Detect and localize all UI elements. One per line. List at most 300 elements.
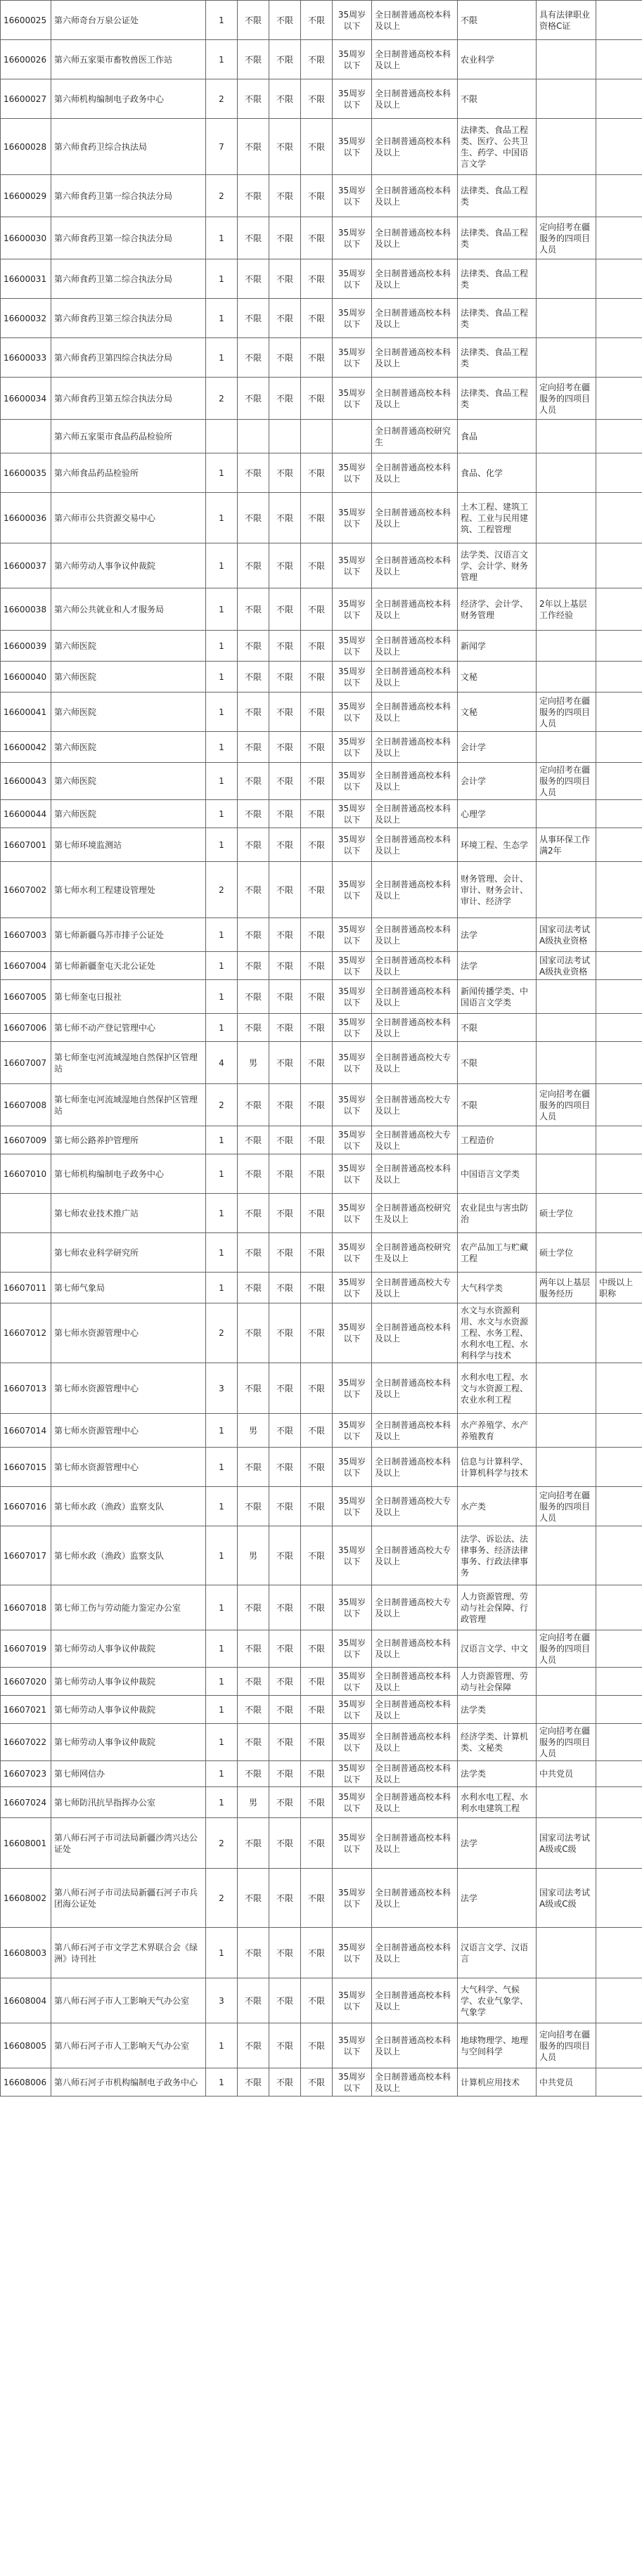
cell-gender [238, 420, 269, 453]
cell-ethnicity: 不限 [269, 453, 301, 493]
cell-position-code: 16600041 [1, 693, 51, 732]
cell-gender: 不限 [238, 662, 269, 693]
cell-gender: 男 [238, 1042, 269, 1084]
cell-remark [596, 2068, 642, 2097]
cell-gender: 男 [238, 1526, 269, 1585]
cell-major: 农业科学 [458, 40, 537, 79]
cell-politics: 不限 [301, 1042, 333, 1084]
cell-headcount: 7 [206, 119, 238, 175]
cell-employer: 第六师食品药品检验所 [51, 453, 206, 493]
cell-position-code: 16600030 [1, 217, 51, 259]
cell-employer: 第六师医院 [51, 800, 206, 828]
cell-education: 全日制普通高校本科及以上 [372, 40, 458, 79]
cell-major: 水利水电工程、水文与水资源工程、农业水利工程 [458, 1363, 537, 1414]
table-body [1, 1, 642, 2097]
cell-employer: 第六师医院 [51, 693, 206, 732]
cell-position-code: 16607005 [1, 980, 51, 1014]
cell-position-code: 16608002 [1, 1869, 51, 1928]
cell-employer: 第七师环境监测站 [51, 828, 206, 862]
cell-employer: 第八师石河子市人工影响天气办公室 [51, 1978, 206, 2023]
cell-age: 35周岁以下 [333, 800, 372, 828]
cell-major: 法学、诉讼法、法律事务、经济法律事务、行政法律事务 [458, 1526, 537, 1585]
cell-other-requirement [537, 1787, 596, 1818]
cell-headcount: 3 [206, 1363, 238, 1414]
cell-remark [596, 259, 642, 299]
cell-other-requirement [537, 40, 596, 79]
cell-employer: 第六师食药卫第五综合执法分局 [51, 378, 206, 420]
cell-ethnicity: 不限 [269, 119, 301, 175]
table-row [1, 79, 642, 119]
cell-position-code: 16607014 [1, 1414, 51, 1448]
cell-education: 全日制普通高校研究生及以上 [372, 1194, 458, 1233]
cell-position-code: 16600035 [1, 453, 51, 493]
cell-remark [596, 1928, 642, 1978]
cell-position-code: 16600038 [1, 588, 51, 631]
cell-ethnicity: 不限 [269, 1668, 301, 1696]
cell-education: 全日制普通高校本科及以上 [372, 259, 458, 299]
cell-gender: 不限 [238, 828, 269, 862]
cell-other-requirement: 定向招考在疆服务的四项目人员 [537, 1487, 596, 1526]
cell-age: 35周岁以下 [333, 1668, 372, 1696]
cell-employer: 第六师食药卫第一综合执法分局 [51, 175, 206, 217]
cell-position-code [1, 1233, 51, 1273]
cell-education: 全日制普通高校大专及以上 [372, 1487, 458, 1526]
cell-employer: 第七师奎屯日报社 [51, 980, 206, 1014]
cell-gender: 不限 [238, 259, 269, 299]
cell-position-code: 16600031 [1, 259, 51, 299]
cell-headcount: 1 [206, 543, 238, 588]
cell-politics: 不限 [301, 1233, 333, 1273]
cell-remark [596, 1978, 642, 2023]
table-row [1, 338, 642, 378]
cell-gender: 不限 [238, 1273, 269, 1303]
cell-headcount: 1 [206, 259, 238, 299]
cell-ethnicity: 不限 [269, 1585, 301, 1630]
cell-age: 35周岁以下 [333, 217, 372, 259]
cell-major: 文秘 [458, 693, 537, 732]
cell-employer: 第七师水政（渔政）监察支队 [51, 1487, 206, 1526]
cell-major: 不限 [458, 79, 537, 119]
table-row [1, 1696, 642, 1724]
cell-headcount: 2 [206, 1303, 238, 1363]
cell-other-requirement [537, 732, 596, 763]
cell-other-requirement: 国家司法考试A级或C级 [537, 1818, 596, 1869]
cell-remark [596, 1526, 642, 1585]
cell-major: 心理学 [458, 800, 537, 828]
cell-employer: 第七师农业科学研究所 [51, 1233, 206, 1273]
table-row [1, 1273, 642, 1303]
cell-headcount: 1 [206, 1233, 238, 1273]
cell-employer: 第七师奎屯河流域湿地自然保护区管理站 [51, 1042, 206, 1084]
cell-other-requirement: 定向招考在疆服务的四项目人员 [537, 1084, 596, 1126]
cell-ethnicity: 不限 [269, 662, 301, 693]
cell-employer: 第七师农业技术推广站 [51, 1194, 206, 1233]
cell-education: 全日制普通高校本科及以上 [372, 1414, 458, 1448]
cell-politics: 不限 [301, 175, 333, 217]
cell-politics: 不限 [301, 1668, 333, 1696]
cell-education: 全日制普通高校大专及以上 [372, 1273, 458, 1303]
cell-ethnicity: 不限 [269, 952, 301, 980]
cell-major: 法学 [458, 1818, 537, 1869]
table-row [1, 1303, 642, 1363]
cell-major: 会计学 [458, 763, 537, 800]
cell-major: 地球物理学、地理与空间科学 [458, 2023, 537, 2068]
cell-education: 全日制普通高校本科及以上 [372, 453, 458, 493]
cell-headcount: 1 [206, 1668, 238, 1696]
cell-politics: 不限 [301, 1, 333, 40]
table-row [1, 800, 642, 828]
cell-age: 35周岁以下 [333, 1126, 372, 1154]
table-row [1, 1363, 642, 1414]
cell-headcount: 1 [206, 763, 238, 800]
cell-major: 水产类 [458, 1487, 537, 1526]
cell-ethnicity: 不限 [269, 1273, 301, 1303]
cell-employer: 第六师机构编制电子政务中心 [51, 79, 206, 119]
cell-politics: 不限 [301, 1978, 333, 2023]
cell-headcount: 1 [206, 800, 238, 828]
cell-politics: 不限 [301, 2068, 333, 2097]
table-row [1, 631, 642, 662]
cell-employer: 第八师石河子市文学艺术界联合会《绿洲》诗刊社 [51, 1928, 206, 1978]
cell-age: 35周岁以下 [333, 862, 372, 918]
cell-employer: 第七师奎屯河流域湿地自然保护区管理站 [51, 1084, 206, 1126]
cell-remark [596, 543, 642, 588]
cell-headcount: 1 [206, 1761, 238, 1787]
cell-gender: 不限 [238, 1978, 269, 2023]
cell-other-requirement [537, 119, 596, 175]
cell-age: 35周岁以下 [333, 1585, 372, 1630]
cell-headcount: 1 [206, 1154, 238, 1194]
cell-age: 35周岁以下 [333, 980, 372, 1014]
table-row [1, 763, 642, 800]
cell-ethnicity: 不限 [269, 543, 301, 588]
cell-other-requirement: 中共党员 [537, 2068, 596, 2097]
cell-remark [596, 40, 642, 79]
cell-remark [596, 1154, 642, 1194]
cell-position-code: 16608001 [1, 1818, 51, 1869]
cell-politics: 不限 [301, 217, 333, 259]
cell-gender: 不限 [238, 175, 269, 217]
cell-gender: 不限 [238, 119, 269, 175]
cell-remark [596, 1869, 642, 1928]
cell-position-code: 16607020 [1, 1668, 51, 1696]
cell-employer: 第六师食药卫第二综合执法分局 [51, 259, 206, 299]
cell-position-code: 16600033 [1, 338, 51, 378]
cell-other-requirement [537, 1042, 596, 1084]
cell-position-code: 16608004 [1, 1978, 51, 2023]
cell-major: 文秘 [458, 662, 537, 693]
cell-education: 全日制普通高校本科及以上 [372, 175, 458, 217]
cell-major: 水产养殖学、水产养殖教育 [458, 1414, 537, 1448]
cell-other-requirement: 定向招考在疆服务的四项目人员 [537, 2023, 596, 2068]
cell-gender: 不限 [238, 1, 269, 40]
cell-employer: 第七师水资源管理中心 [51, 1414, 206, 1448]
cell-remark [596, 1303, 642, 1363]
cell-position-code: 16607013 [1, 1363, 51, 1414]
cell-education: 全日制普通高校本科及以上 [372, 1303, 458, 1363]
cell-position-code: 16607007 [1, 1042, 51, 1084]
cell-politics: 不限 [301, 1761, 333, 1787]
cell-employer: 第六师医院 [51, 631, 206, 662]
cell-employer: 第六师食药卫第一综合执法分局 [51, 217, 206, 259]
cell-remark [596, 828, 642, 862]
cell-position-code: 16607016 [1, 1487, 51, 1526]
table-row [1, 2023, 642, 2068]
cell-other-requirement [537, 1696, 596, 1724]
cell-age: 35周岁以下 [333, 828, 372, 862]
table-row [1, 1978, 642, 2023]
cell-position-code [1, 420, 51, 453]
cell-age: 35周岁以下 [333, 1869, 372, 1928]
cell-other-requirement [537, 1154, 596, 1194]
cell-gender: 不限 [238, 732, 269, 763]
cell-headcount: 1 [206, 1448, 238, 1487]
cell-headcount: 3 [206, 1978, 238, 2023]
cell-remark [596, 662, 642, 693]
cell-education: 全日制普通高校本科及以上 [372, 493, 458, 543]
cell-employer: 第六师五家渠市食品药品检验所 [51, 420, 206, 453]
cell-headcount: 1 [206, 2068, 238, 2097]
cell-other-requirement: 定向招考在疆服务的四项目人员 [537, 378, 596, 420]
cell-remark [596, 1194, 642, 1233]
cell-education: 全日制普通高校本科及以上 [372, 119, 458, 175]
cell-other-requirement [537, 980, 596, 1014]
cell-position-code: 16600043 [1, 763, 51, 800]
cell-other-requirement [537, 1303, 596, 1363]
table-row [1, 1761, 642, 1787]
cell-major: 法律类、食品工程类、医疗、公共卫生、药学、中国语言文学 [458, 119, 537, 175]
table-row [1, 175, 642, 217]
cell-ethnicity: 不限 [269, 1154, 301, 1194]
cell-education: 全日制普通高校本科及以上 [372, 732, 458, 763]
table-row [1, 980, 642, 1014]
cell-ethnicity: 不限 [269, 1414, 301, 1448]
cell-remark [596, 800, 642, 828]
cell-remark [596, 1126, 642, 1154]
cell-headcount: 1 [206, 1414, 238, 1448]
cell-gender: 不限 [238, 543, 269, 588]
cell-education: 全日制普通高校大专及以上 [372, 1042, 458, 1084]
cell-age: 35周岁以下 [333, 1014, 372, 1042]
cell-gender: 不限 [238, 338, 269, 378]
cell-gender: 男 [238, 1787, 269, 1818]
cell-ethnicity: 不限 [269, 1084, 301, 1126]
cell-ethnicity: 不限 [269, 2068, 301, 2097]
cell-remark [596, 1696, 642, 1724]
cell-remark [596, 493, 642, 543]
cell-other-requirement [537, 862, 596, 918]
table-row [1, 453, 642, 493]
cell-ethnicity: 不限 [269, 1724, 301, 1761]
cell-remark [596, 1724, 642, 1761]
table-row [1, 299, 642, 338]
cell-politics: 不限 [301, 631, 333, 662]
cell-position-code: 16607008 [1, 1084, 51, 1126]
cell-major: 经济学类、计算机类、文秘类 [458, 1724, 537, 1761]
cell-gender: 不限 [238, 1724, 269, 1761]
cell-employer: 第七师水利工程建设管理处 [51, 862, 206, 918]
cell-headcount: 1 [206, 662, 238, 693]
table-row [1, 1194, 642, 1233]
table-row [1, 1414, 642, 1448]
cell-other-requirement: 中共党员 [537, 1761, 596, 1787]
cell-position-code: 16600039 [1, 631, 51, 662]
cell-education: 全日制普通高校本科及以上 [372, 952, 458, 980]
table-row [1, 1630, 642, 1668]
cell-ethnicity: 不限 [269, 1, 301, 40]
cell-other-requirement [537, 338, 596, 378]
table-row [1, 119, 642, 175]
cell-age: 35周岁以下 [333, 1761, 372, 1787]
cell-remark [596, 1668, 642, 1696]
cell-education: 全日制普通高校大专及以上 [372, 1084, 458, 1126]
table-row [1, 1526, 642, 1585]
cell-education: 全日制普通高校本科及以上 [372, 693, 458, 732]
cell-education: 全日制普通高校本科及以上 [372, 299, 458, 338]
cell-position-code: 16607010 [1, 1154, 51, 1194]
cell-remark [596, 1042, 642, 1084]
cell-remark [596, 980, 642, 1014]
cell-politics: 不限 [301, 732, 333, 763]
cell-other-requirement [537, 453, 596, 493]
cell-ethnicity: 不限 [269, 763, 301, 800]
cell-ethnicity: 不限 [269, 1448, 301, 1487]
cell-education: 全日制普通高校大专及以上 [372, 1585, 458, 1630]
cell-position-code: 16607019 [1, 1630, 51, 1668]
cell-ethnicity: 不限 [269, 1126, 301, 1154]
cell-major: 法律类、食品工程类 [458, 378, 537, 420]
cell-ethnicity: 不限 [269, 1761, 301, 1787]
cell-other-requirement: 国家司法考试A级或C级 [537, 1869, 596, 1928]
cell-employer: 第七师水资源管理中心 [51, 1363, 206, 1414]
cell-age: 35周岁以下 [333, 543, 372, 588]
cell-employer: 第八师石河子市司法局新疆沙湾兴达公证处 [51, 1818, 206, 1869]
cell-politics: 不限 [301, 800, 333, 828]
cell-politics: 不限 [301, 952, 333, 980]
cell-education: 全日制普通高校本科及以上 [372, 1869, 458, 1928]
cell-position-code: 16600040 [1, 662, 51, 693]
cell-headcount: 1 [206, 1585, 238, 1630]
cell-headcount: 1 [206, 918, 238, 952]
cell-age: 35周岁以下 [333, 1154, 372, 1194]
cell-employer: 第七师劳动人事争议仲裁院 [51, 1668, 206, 1696]
cell-headcount: 1 [206, 40, 238, 79]
cell-employer: 第八师石河子市机构编制电子政务中心 [51, 2068, 206, 2097]
cell-position-code: 16607001 [1, 828, 51, 862]
cell-major: 农产品加工与贮藏工程 [458, 1233, 537, 1273]
cell-education: 全日制普通高校本科及以上 [372, 1787, 458, 1818]
cell-ethnicity: 不限 [269, 1526, 301, 1585]
table-row [1, 588, 642, 631]
cell-gender: 不限 [238, 1363, 269, 1414]
cell-employer: 第七师新疆乌苏市排子公证处 [51, 918, 206, 952]
cell-headcount: 1 [206, 952, 238, 980]
cell-politics: 不限 [301, 378, 333, 420]
cell-gender: 不限 [238, 1194, 269, 1233]
cell-remark [596, 588, 642, 631]
cell-ethnicity: 不限 [269, 2023, 301, 2068]
cell-age: 35周岁以下 [333, 1233, 372, 1273]
cell-employer: 第七师水资源管理中心 [51, 1448, 206, 1487]
cell-other-requirement: 定向招考在疆服务的四项目人员 [537, 1724, 596, 1761]
cell-major: 不限 [458, 1084, 537, 1126]
cell-age: 35周岁以下 [333, 1042, 372, 1084]
table-row [1, 493, 642, 543]
cell-remark [596, 1761, 642, 1787]
cell-employer: 第七师水资源管理中心 [51, 1303, 206, 1363]
cell-education: 全日制普通高校本科及以上 [372, 763, 458, 800]
cell-remark [596, 862, 642, 918]
cell-age: 35周岁以下 [333, 493, 372, 543]
cell-remark [596, 693, 642, 732]
cell-ethnicity: 不限 [269, 1194, 301, 1233]
cell-other-requirement [537, 1928, 596, 1978]
cell-headcount: 2 [206, 1084, 238, 1126]
cell-other-requirement [537, 1585, 596, 1630]
cell-remark [596, 1585, 642, 1630]
cell-headcount: 2 [206, 1869, 238, 1928]
cell-gender: 不限 [238, 1014, 269, 1042]
cell-position-code: 16607018 [1, 1585, 51, 1630]
cell-remark [596, 763, 642, 800]
cell-headcount: 1 [206, 493, 238, 543]
cell-major: 不限 [458, 1042, 537, 1084]
cell-age: 35周岁以下 [333, 1630, 372, 1668]
cell-headcount [206, 420, 238, 453]
cell-other-requirement: 硕士学位 [537, 1233, 596, 1273]
cell-other-requirement [537, 299, 596, 338]
cell-politics: 不限 [301, 543, 333, 588]
cell-other-requirement: 国家司法考试A级执业资格 [537, 952, 596, 980]
cell-politics: 不限 [301, 1194, 333, 1233]
cell-gender: 不限 [238, 1585, 269, 1630]
cell-other-requirement: 定向招考在疆服务的四项目人员 [537, 217, 596, 259]
cell-education: 全日制普通高校大专及以上 [372, 1526, 458, 1585]
cell-position-code: 16607011 [1, 1273, 51, 1303]
cell-gender: 不限 [238, 1818, 269, 1869]
cell-age: 35周岁以下 [333, 1084, 372, 1126]
cell-employer: 第六师市公共资源交易中心 [51, 493, 206, 543]
cell-headcount: 1 [206, 1126, 238, 1154]
cell-other-requirement [537, 1014, 596, 1042]
table-row [1, 1233, 642, 1273]
cell-other-requirement [537, 631, 596, 662]
cell-ethnicity: 不限 [269, 1696, 301, 1724]
cell-other-requirement [537, 1448, 596, 1487]
cell-remark [596, 952, 642, 980]
cell-age: 35周岁以下 [333, 1978, 372, 2023]
cell-age: 35周岁以下 [333, 378, 372, 420]
cell-politics: 不限 [301, 259, 333, 299]
cell-remark [596, 1233, 642, 1273]
cell-education: 全日制普通高校本科及以上 [372, 1363, 458, 1414]
cell-headcount: 1 [206, 217, 238, 259]
cell-other-requirement: 定向招考在疆服务的四项目人员 [537, 763, 596, 800]
cell-politics: 不限 [301, 862, 333, 918]
cell-major: 新闻学 [458, 631, 537, 662]
cell-other-requirement [537, 543, 596, 588]
cell-education: 全日制普通高校研究生 [372, 420, 458, 453]
cell-age: 35周岁以下 [333, 119, 372, 175]
cell-gender: 不限 [238, 2023, 269, 2068]
cell-ethnicity: 不限 [269, 1928, 301, 1978]
cell-headcount: 1 [206, 1194, 238, 1233]
cell-gender: 不限 [238, 763, 269, 800]
cell-gender: 不限 [238, 800, 269, 828]
cell-headcount: 1 [206, 1724, 238, 1761]
cell-politics: 不限 [301, 119, 333, 175]
cell-remark [596, 1014, 642, 1042]
